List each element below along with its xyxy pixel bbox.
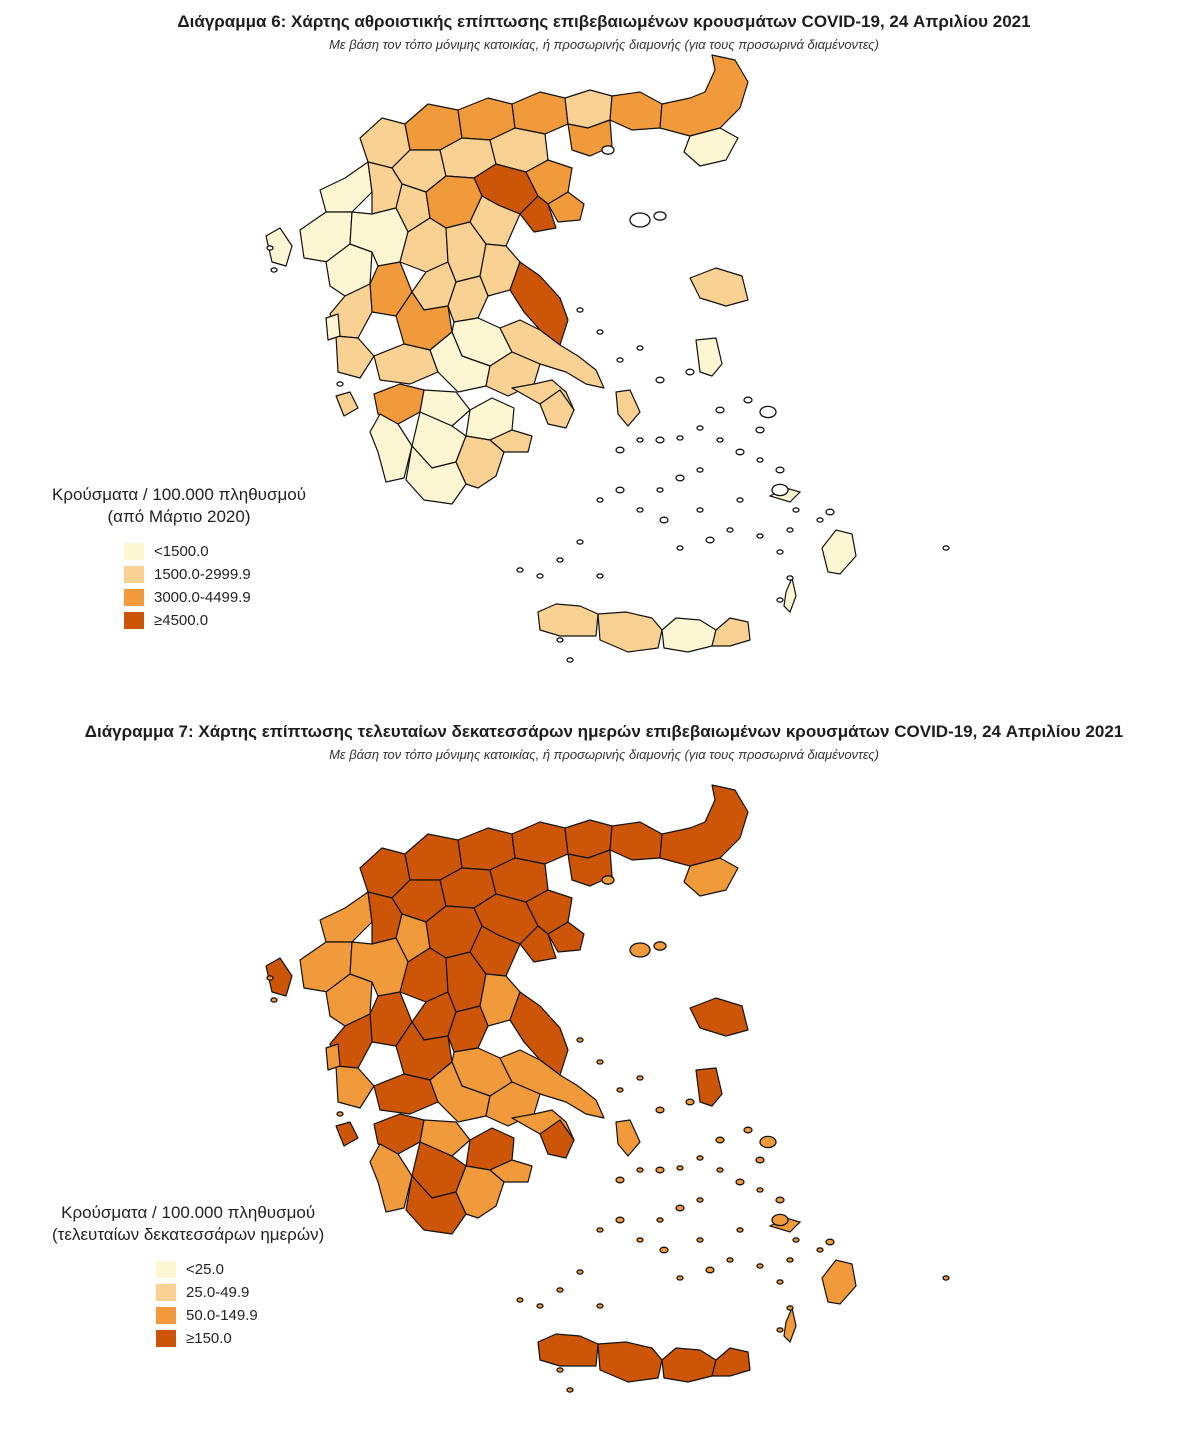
legend-swatch [156, 1284, 176, 1301]
small-island [826, 509, 834, 515]
small-island [597, 498, 603, 502]
small-island [686, 369, 694, 375]
legend-item [124, 609, 306, 632]
region-unit [336, 392, 358, 416]
map-legend [52, 1202, 324, 1350]
small-island [517, 568, 523, 572]
small-island [267, 246, 273, 250]
legend-swatch [156, 1330, 176, 1347]
region-unit [690, 998, 748, 1036]
region-unit [696, 338, 722, 376]
small-island [686, 1099, 694, 1105]
region-unit [610, 92, 662, 130]
region-unit [616, 390, 640, 426]
region-unit [326, 1044, 340, 1070]
legend-item [156, 1304, 324, 1327]
legend-title [52, 1202, 324, 1246]
small-island [660, 517, 668, 523]
region-unit [660, 55, 748, 136]
legend-item [156, 1281, 324, 1304]
legend-label: 50.0-149.9 [186, 1307, 258, 1324]
small-island [597, 574, 603, 578]
small-island [787, 1306, 793, 1310]
small-island [630, 213, 650, 227]
region-unit [616, 1120, 640, 1156]
small-island [760, 1136, 776, 1147]
map-regions [266, 55, 949, 662]
small-island [271, 268, 277, 272]
small-island [597, 330, 603, 334]
small-island [676, 1205, 684, 1211]
small-island [744, 1127, 752, 1133]
small-island [772, 484, 788, 495]
small-island [676, 475, 684, 481]
small-island [557, 1368, 563, 1372]
small-island [717, 438, 723, 442]
small-island [756, 427, 764, 433]
small-island [787, 1258, 793, 1262]
region-unit [598, 612, 662, 652]
legend-title-line1: Κρούσματα / 100.000 πληθυσμού [52, 485, 306, 504]
region-unit [336, 1122, 358, 1146]
region-unit [374, 1074, 438, 1114]
small-island [777, 1328, 783, 1332]
small-island [776, 467, 784, 473]
small-island [567, 658, 573, 662]
small-island [577, 540, 583, 544]
legend-title-line2: (από Μάρτιο 2020) [107, 507, 251, 526]
island [784, 1308, 796, 1342]
region-unit [662, 618, 716, 652]
legend-item [124, 540, 306, 563]
small-island [630, 943, 650, 957]
legend-label: 25.0-49.9 [186, 1284, 250, 1301]
region-unit [512, 92, 568, 134]
small-island [557, 1288, 563, 1292]
small-island [597, 1304, 603, 1308]
small-island [817, 1248, 823, 1252]
small-island [656, 437, 664, 443]
region-unit [336, 336, 374, 378]
small-island [706, 1267, 714, 1273]
small-island [677, 436, 683, 440]
small-island [677, 1276, 683, 1280]
legend-swatch [156, 1261, 176, 1278]
region-unit [610, 822, 662, 860]
small-island [697, 1198, 703, 1202]
small-island [697, 1238, 703, 1242]
legend-item [156, 1258, 324, 1281]
small-island [777, 598, 783, 602]
small-island [736, 1179, 744, 1185]
small-island [517, 1298, 523, 1302]
region-unit [326, 314, 340, 340]
small-island [602, 146, 614, 154]
legend-swatch [124, 612, 144, 629]
small-island [616, 447, 624, 453]
legend-label: ≥150.0 [186, 1330, 232, 1347]
small-island [677, 546, 683, 550]
map-title: Διάγραμμα 7: Χάρτης επίπτωσης τελευταίων δεκατεσσάρων ημερών επιβεβαιωμένων κρουσμάτων COVID-19, 24 Απριλίου 2021 [84, 722, 1124, 741]
legend-label: 3000.0-4499.9 [154, 589, 251, 606]
small-island [567, 1388, 573, 1392]
island [822, 1260, 856, 1304]
small-island [337, 382, 343, 386]
small-island [776, 1197, 784, 1203]
small-island [656, 1167, 664, 1173]
legend-item [156, 1327, 324, 1350]
region-unit [374, 344, 438, 384]
small-island [777, 1280, 783, 1284]
small-island [656, 1107, 664, 1113]
small-island [793, 1238, 799, 1242]
small-island [637, 438, 643, 442]
legend-swatch [124, 543, 144, 560]
region-unit [370, 414, 412, 482]
small-island [602, 876, 614, 884]
small-island [637, 1238, 643, 1242]
small-island [777, 550, 783, 554]
small-island [736, 449, 744, 455]
small-island [716, 1137, 724, 1143]
small-island [677, 1166, 683, 1170]
small-island [787, 528, 793, 532]
small-island [943, 1276, 949, 1280]
legend-label: ≥4500.0 [154, 612, 209, 629]
small-island [826, 1239, 834, 1245]
small-island [697, 1156, 703, 1160]
small-island [737, 498, 743, 502]
small-island [656, 377, 664, 383]
small-island [793, 508, 799, 512]
small-island [657, 1218, 663, 1222]
small-island [637, 346, 643, 350]
small-island [697, 508, 703, 512]
small-island [697, 426, 703, 430]
legend-items [124, 540, 306, 632]
small-island [760, 406, 776, 417]
legend-swatch [124, 566, 144, 583]
small-island [737, 1228, 743, 1232]
small-island [757, 1188, 763, 1192]
legend-item [124, 586, 306, 609]
small-island [757, 1264, 763, 1268]
small-island [744, 397, 752, 403]
legend-swatch [156, 1307, 176, 1324]
small-island [557, 638, 563, 642]
small-island [637, 1076, 643, 1080]
small-island [654, 212, 666, 220]
map-regions [266, 785, 949, 1392]
region-unit [712, 618, 750, 646]
region-unit [712, 1348, 750, 1376]
small-island [727, 1258, 733, 1262]
small-island [654, 942, 666, 950]
map-legend [52, 484, 306, 632]
legend-title [52, 484, 306, 528]
small-island [756, 1157, 764, 1163]
small-island [337, 1112, 343, 1116]
small-island [697, 468, 703, 472]
small-island [772, 1214, 788, 1225]
map-title: Διάγραμμα 6: Χάρτης αθροιστικής επίπτωσης επιβεβαιωμένων κρουσμάτων COVID-19, 24 Απριλίου 2021 [177, 12, 1031, 31]
small-island [716, 407, 724, 413]
map-panel-14day [0, 712, 1200, 1412]
small-island [616, 1177, 624, 1183]
small-island [637, 1168, 643, 1172]
legend-item [124, 563, 306, 586]
legend-swatch [124, 589, 144, 606]
legend-title-line1: Κρούσματα / 100.000 πληθυσμού [61, 1203, 316, 1222]
legend-label: 1500.0-2999.9 [154, 566, 251, 583]
region-unit [538, 604, 598, 636]
region-unit [690, 268, 748, 306]
small-island [616, 487, 624, 493]
small-island [617, 1088, 623, 1092]
small-island [787, 576, 793, 580]
legend-items [156, 1258, 324, 1350]
small-island [727, 528, 733, 532]
small-island [717, 1168, 723, 1172]
small-island [537, 574, 543, 578]
map-subtitle: Με βάση τον τόπο μόνιμης κατοικίας, ή προσωρινής διαμονής (για τους προσωρινά διαμένοντες) [329, 37, 879, 52]
small-island [597, 1228, 603, 1232]
small-island [617, 358, 623, 362]
small-island [577, 1038, 583, 1042]
region-unit [662, 1348, 716, 1382]
small-island [557, 558, 563, 562]
legend-label: <1500.0 [154, 543, 209, 560]
small-island [660, 1247, 668, 1253]
small-island [597, 1060, 603, 1064]
small-island [577, 1270, 583, 1274]
small-island [757, 458, 763, 462]
map-subtitle: Με βάση τον τόπο μόνιμης κατοικίας, ή προσωρινής διαμονής (για τους προσωρινά διαμένοντες) [329, 747, 879, 762]
island [822, 530, 856, 574]
small-island [817, 518, 823, 522]
small-island [271, 998, 277, 1002]
region-unit [598, 1342, 662, 1382]
small-island [267, 976, 273, 980]
small-island [616, 1217, 624, 1223]
small-island [637, 508, 643, 512]
region-unit [512, 822, 568, 864]
legend-label: <25.0 [186, 1261, 224, 1278]
region-unit [320, 892, 372, 942]
region-unit [538, 1334, 598, 1366]
small-island [537, 1304, 543, 1308]
legend-title-line2: (τελευταίων δεκατεσσάρων ημερών) [52, 1225, 325, 1244]
small-island [757, 534, 763, 538]
small-island [706, 537, 714, 543]
region-unit [320, 162, 372, 212]
small-island [577, 308, 583, 312]
small-island [943, 546, 949, 550]
region-unit [696, 1068, 722, 1106]
region-unit [336, 1066, 374, 1108]
region-unit [370, 1144, 412, 1212]
island [784, 578, 796, 612]
small-island [657, 488, 663, 492]
map-panel-cumulative [0, 0, 1200, 700]
region-unit [660, 785, 748, 866]
